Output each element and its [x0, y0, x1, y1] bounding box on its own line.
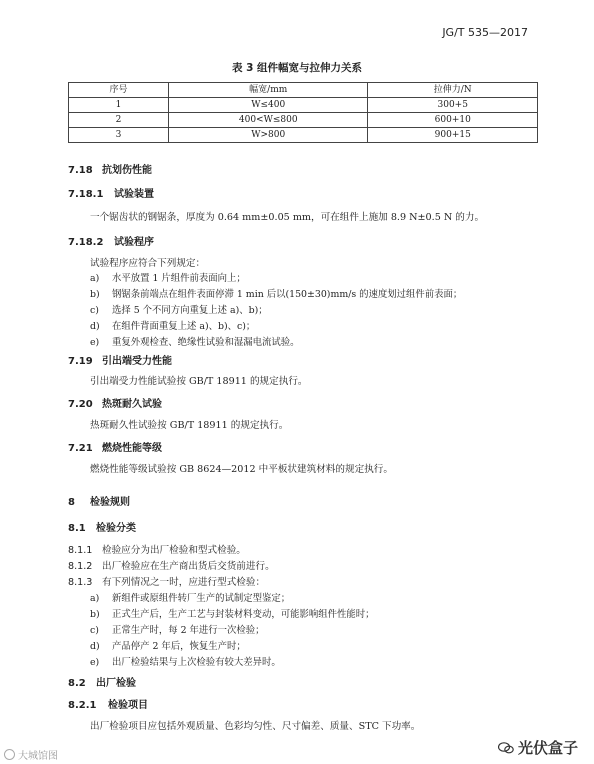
list-item-label: b) — [90, 609, 100, 620]
section-heading-7-18 — [68, 161, 152, 176]
list-item-text: 新组件或原组件转厂生产的试制定型鉴定； — [112, 593, 291, 604]
section-title: 检验分类 — [96, 523, 136, 534]
body-paragraph: 燃烧性能等级试验按 GB 8624—2012 中平板状建筑材料的规定执行。 — [90, 464, 393, 475]
table-header-cell: 序号 — [69, 83, 169, 98]
list-item — [90, 654, 281, 668]
list-item-text: 在组件背面重复上述 a)、b)、c)； — [112, 321, 256, 332]
weibo-icon — [4, 749, 15, 760]
body-paragraph: 试验程序应符合下列规定： — [90, 258, 206, 269]
list-item-label: a) — [90, 273, 100, 284]
list-item-text: 钢锯条前端点在组件表面停滞 1 min 后以(150±30)mm/s 的速度划过组件前表面； — [112, 289, 463, 300]
body-paragraph: 引出端受力性能试验按 GB/T 18911 的规定执行。 — [90, 376, 308, 387]
list-item-text: 出厂检验结果与上次检验有较大差异时。 — [112, 657, 281, 668]
list-item — [90, 622, 265, 636]
section-title: 引出端受力性能 — [102, 356, 172, 367]
list-item-label: c) — [90, 305, 99, 316]
table-row — [69, 98, 538, 113]
list-item-label: b) — [90, 289, 100, 300]
table-row — [69, 113, 538, 128]
table-cell: 1 — [69, 98, 169, 113]
list-item-text: 正常生产时，每 2 年进行一次检验； — [112, 625, 265, 636]
section-title: 出厂检验 — [96, 678, 136, 689]
table-cell: 600+10 — [368, 113, 538, 128]
section-title: 热斑耐久试验 — [102, 399, 162, 410]
section-number: 7.18 — [68, 165, 93, 176]
list-item — [90, 270, 246, 284]
section-number: 7.18.1 — [68, 189, 104, 200]
list-item — [90, 318, 255, 332]
section-number: 8.2.1 — [68, 700, 97, 711]
list-item-text: 产品停产 2 年后，恢复生产时； — [112, 641, 246, 652]
table-caption: 表 3 组件幅宽与拉伸力关系 — [231, 62, 363, 74]
wechat-icon — [498, 742, 514, 754]
section-heading-7-18-1 — [68, 185, 154, 200]
section-heading-7-20 — [68, 395, 162, 410]
list-item-label: d) — [90, 641, 100, 652]
list-item-text: 选择 5 个不同方向重复上述 a)、b)； — [112, 305, 268, 316]
table-cell: 300+5 — [368, 98, 538, 113]
table-header-cell: 幅宽/mm — [169, 83, 368, 98]
width-tension-table — [68, 82, 538, 143]
clause-8-1-2 — [68, 558, 275, 572]
list-item — [90, 334, 300, 348]
list-item — [90, 286, 462, 300]
clause-number: 8.1.1 — [68, 545, 93, 556]
section-heading-8-1 — [68, 519, 136, 534]
section-number: 8 — [68, 497, 75, 508]
table-cell: 900+15 — [368, 128, 538, 143]
clause-number: 8.1.2 — [68, 561, 93, 572]
section-heading-8-2 — [68, 674, 136, 689]
list-item-label: e) — [90, 337, 100, 348]
section-title: 试验装置 — [114, 189, 154, 200]
section-number: 8.1 — [68, 523, 86, 534]
clause-8-1-3 — [68, 574, 265, 588]
list-item — [90, 606, 375, 620]
table-cell: 3 — [69, 128, 169, 143]
list-item — [90, 590, 290, 604]
clause-number: 8.1.3 — [68, 577, 93, 588]
watermark-left — [4, 747, 58, 762]
standard-code-header: JG/T 535—2017 — [442, 26, 528, 39]
section-number: 7.21 — [68, 443, 93, 454]
section-title: 检验规则 — [90, 497, 130, 508]
section-title: 燃烧性能等级 — [102, 443, 162, 454]
list-item-label: c) — [90, 625, 99, 636]
section-heading-7-21 — [68, 439, 162, 454]
section-title: 抗划伤性能 — [102, 165, 152, 176]
table-cell: 400<W≤800 — [169, 113, 368, 128]
clause-text: 检验应分为出厂检验和型式检验。 — [102, 545, 246, 556]
section-heading-7-18-2 — [68, 233, 154, 248]
list-item-label: e) — [90, 657, 100, 668]
clause-text: 有下列情况之一时，应进行型式检验： — [102, 577, 266, 588]
section-title: 检验项目 — [108, 700, 148, 711]
table-cell: W≤400 — [169, 98, 368, 113]
body-paragraph: 出厂检验项目应包括外观质量、色彩均匀性、尺寸偏差、质量、STC 下功率。 — [90, 721, 421, 732]
table-header-row — [69, 83, 538, 98]
clause-text: 出厂检验应在生产商出货后交货前进行。 — [102, 561, 275, 572]
table-cell: 2 — [69, 113, 169, 128]
section-number: 7.18.2 — [68, 237, 104, 248]
section-heading-7-19 — [68, 352, 172, 367]
list-item-text: 重复外观检查、绝缘性试验和湿漏电流试验。 — [112, 337, 300, 348]
watermark-left-text: 大城馆图 — [18, 751, 58, 762]
section-number: 7.19 — [68, 356, 93, 367]
watermark-right — [498, 737, 578, 758]
section-heading-8-2-1 — [68, 696, 148, 711]
clause-8-1-1 — [68, 542, 246, 556]
table-header-cell: 拉伸力/N — [368, 83, 538, 98]
section-number: 8.2 — [68, 678, 86, 689]
table-cell: W>800 — [169, 128, 368, 143]
body-paragraph: 热斑耐久性试验按 GB/T 18911 的规定执行。 — [90, 420, 289, 431]
watermark-right-text: 光伏盒子 — [517, 739, 578, 757]
list-item-label: d) — [90, 321, 100, 332]
section-title: 试验程序 — [114, 237, 154, 248]
list-item — [90, 302, 268, 316]
section-heading-8 — [68, 493, 130, 508]
table-row — [69, 128, 538, 143]
list-item — [90, 638, 246, 652]
list-item-text: 正式生产后，生产工艺与封装材料变动，可能影响组件性能时； — [112, 609, 375, 620]
body-paragraph: 一个锯齿状的钢锯条，厚度为 0.64 mm±0.05 mm，可在组件上施加 8.9 N±0.5 N 的力。 — [90, 212, 485, 223]
list-item-text: 水平放置 1 片组件前表面向上； — [112, 273, 246, 284]
list-item-label: a) — [90, 593, 100, 604]
section-number: 7.20 — [68, 399, 93, 410]
